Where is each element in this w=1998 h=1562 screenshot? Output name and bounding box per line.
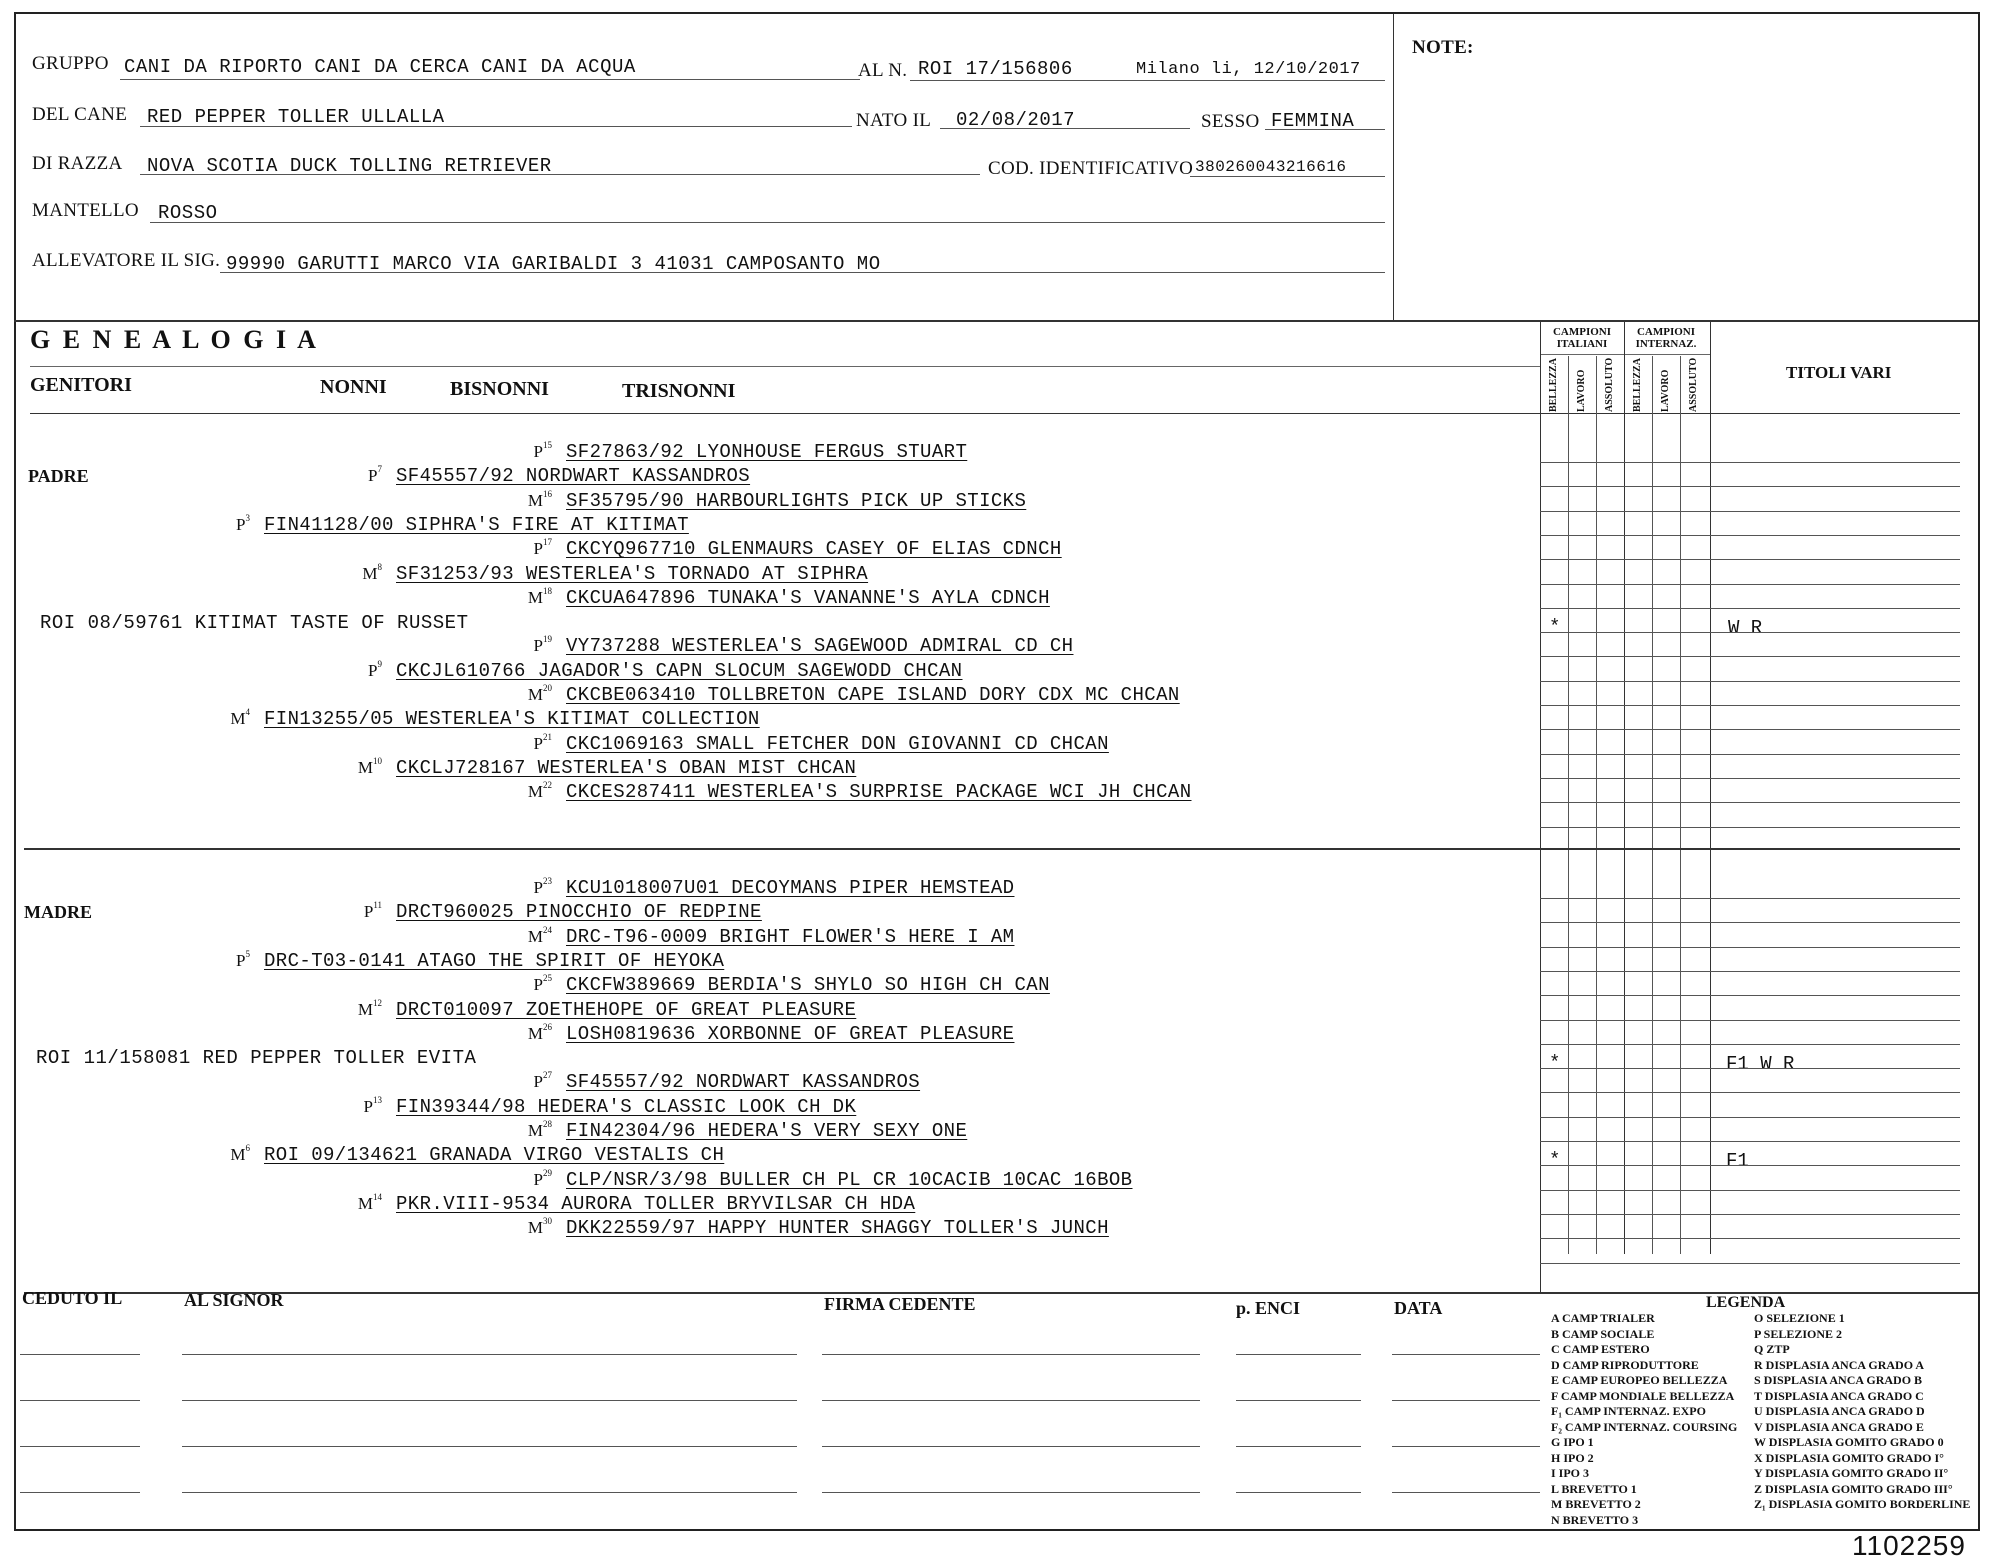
serial-number: 1102259	[1852, 1530, 1966, 1561]
al-n-value: ROI 17/156806	[918, 58, 1073, 80]
ancestor-entry	[342, 659, 963, 683]
legend-item: B CAMP SOCIALE	[1551, 1326, 1655, 1341]
ancestor-entry	[342, 756, 856, 780]
grid-row-line	[1540, 1165, 1960, 1166]
legenda-title: LEGENDA	[1706, 1294, 1786, 1311]
campioni-internaz-header: CAMPIONI INTERNAZ.	[1635, 326, 1697, 350]
ancestor-name: FIN42304/96 HEDERA'S VERY SEXY ONE	[566, 1120, 968, 1142]
ancestor-name: ROI 09/134621 GRANADA VIRGO VESTALIS CH	[264, 1144, 725, 1167]
ancestor-name: VY737288 WESTERLEA'S SAGEWOOD ADMIRAL CD CH	[566, 635, 1074, 658]
ancestor-name: CKC1069163 SMALL FETCHER DON GIOVANNI CD CHCAN	[566, 732, 1109, 755]
ancestor-code: $M^{30}$	[527, 1216, 552, 1238]
grid-row-line	[1540, 1092, 1960, 1093]
legend-item: L BREVETTO 1	[1551, 1481, 1637, 1496]
signature-line	[1392, 1492, 1540, 1493]
ancestor-entry	[512, 780, 1192, 804]
del-cane-value: RED PEPPER TOLLER ULLALLA	[147, 106, 445, 128]
legend-item: G IPO 1	[1551, 1435, 1594, 1449]
ancestor-entry	[512, 440, 967, 464]
ancestor-name: SF31253/93 WESTERLEA'S TORNADO AT SIPHRA	[396, 562, 869, 585]
grid-row-line	[1540, 1068, 1960, 1069]
grid-row-line	[1540, 1044, 1960, 1045]
signature-line	[1392, 1354, 1540, 1355]
legend-item: Q ZTP	[1754, 1342, 1790, 1356]
signature-line	[20, 1492, 140, 1493]
legend-item: A CAMP TRIALER	[1551, 1311, 1655, 1325]
ancestor-entry	[512, 1216, 1109, 1240]
legend-item: R DISPLASIA ANCA GRADO A	[1754, 1357, 1925, 1372]
ancestor-entry	[512, 1022, 1014, 1046]
gruppo-value: CANI DA RIPORTO CANI DA CERCA CANI DA ACQUA	[124, 56, 636, 78]
ancestor-code: $M^{26}$	[527, 1021, 552, 1043]
ancestor-name: SF45557/92 NORDWART KASSANDROS	[566, 1071, 921, 1094]
legend-item: W DISPLASIA GOMITO GRADO 0	[1754, 1435, 1944, 1449]
ancestor-entry	[342, 464, 750, 488]
gruppo-label: GRUPPO	[32, 53, 109, 74]
ancestor-code: $P^{21}$	[533, 731, 552, 753]
signature-line	[182, 1354, 797, 1355]
ancestor-entry	[342, 998, 856, 1022]
ancestor-name: CKCFW389669 BERDIA'S SHYLO SO HIGH CH CAN	[566, 974, 1050, 997]
grid-row-line	[1540, 656, 1960, 657]
ancestor-entry	[210, 949, 724, 973]
razza-label: DI RAZZA	[32, 153, 123, 174]
signature-line	[20, 1354, 140, 1355]
note-label: NOTE:	[1412, 37, 1474, 58]
signature-line	[1392, 1446, 1540, 1447]
grid-row-line	[1540, 1020, 1960, 1021]
ancestor-name: CKCJL610766 JAGADOR'S CAPN SLOCUM SAGEWODD CHCAN	[396, 659, 963, 682]
razza-value: NOVA SCOTIA DUCK TOLLING RETRIEVER	[147, 155, 552, 177]
ancestor-entry	[210, 513, 689, 537]
ancestor-name: CKCYQ967710 GLENMAURS CASEY OF ELIAS CDNCH	[566, 538, 1062, 561]
ancestor-name: LOSH0819636 XORBONNE OF GREAT PLEASURE	[566, 1022, 1015, 1045]
col-trisnonni: TRISNONNI	[622, 380, 736, 402]
col-genitori: GENITORI	[30, 374, 132, 396]
grid-row-line	[1540, 1263, 1960, 1264]
col-bisnonni: BISNONNI	[450, 378, 549, 400]
ancestor-entry	[512, 634, 1073, 658]
mantello-value: ROSSO	[158, 202, 218, 224]
note-divider	[1393, 14, 1394, 320]
al-n-label: AL N.	[858, 60, 908, 81]
legend-item: S DISPLASIA ANCA GRADO B	[1754, 1373, 1923, 1387]
ancestor-entry	[512, 489, 1026, 513]
grid-row-line	[1540, 462, 1960, 463]
legend-item: F₁ CAMP INTERNAZ. EXPO	[1551, 1404, 1706, 1418]
grid-row-line	[1540, 947, 1960, 948]
ancestor-code: $P^{29}$	[533, 1167, 552, 1189]
genealogia-title: G E N E A L O G I A	[30, 325, 319, 354]
grid-row-line	[1540, 511, 1960, 512]
ancestor-name: PKR.VIII-9534 AURORA TOLLER BRYVILSAR CH HDA	[396, 1192, 916, 1215]
grid-row-line	[1540, 584, 1960, 585]
del-cane-label: DEL CANE	[32, 104, 128, 125]
ancestor-entry	[512, 973, 1050, 997]
ancestor-code: $M^{16}$	[527, 488, 552, 510]
ancestor-entry	[210, 1143, 724, 1167]
grid-row-line	[1540, 1141, 1960, 1142]
al-signor-label: AL SIGNOR	[184, 1290, 284, 1310]
ancestor-code: $P^{19}$	[533, 634, 552, 656]
grid-row-line	[1540, 1190, 1960, 1191]
ancestor-code: $P^{27}$	[533, 1070, 552, 1092]
grid-row-line	[1540, 827, 1960, 828]
sub-lavoro-it: LAVORO	[1576, 369, 1587, 412]
madre-titoli: F1 W R	[1726, 1053, 1795, 1075]
legend-item: U DISPLASIA ANCA GRADO D	[1754, 1404, 1925, 1418]
ancestor-code: $M^{12}$	[357, 997, 382, 1019]
grid-row-line	[1540, 632, 1960, 633]
legend-item: Z DISPLASIA GOMITO GRADO III°	[1754, 1481, 1953, 1496]
sesso-label: SESSO	[1201, 111, 1260, 132]
sub-bellezza-it: BELLEZZA	[1548, 358, 1559, 412]
grid-row-line	[1540, 995, 1960, 996]
ancestor-code: $P^{17}$	[533, 537, 552, 559]
signature-line	[182, 1446, 797, 1447]
ceduto-il-label: CEDUTO IL	[22, 1288, 123, 1308]
grid-row-line	[1540, 559, 1960, 560]
ancestor-code: $M^4$	[230, 707, 250, 729]
madre-label: MADRE	[24, 902, 92, 922]
legend-item: X DISPLASIA GOMITO GRADO I°	[1754, 1450, 1944, 1465]
ancestor-entry	[512, 537, 1062, 561]
grid-row-line	[1540, 778, 1960, 779]
grid-row-line	[1540, 1117, 1960, 1118]
legend-item: M BREVETTO 2	[1551, 1497, 1641, 1511]
grid-row-line	[1540, 898, 1960, 899]
signature-line	[1392, 1400, 1540, 1401]
legend-left-list	[1551, 1311, 1737, 1528]
allevatore-value: 99990 GARUTTI MARCO VIA GARIBALDI 3 41031 CAMPOSANTO MO	[226, 253, 881, 275]
ancestor-entry	[512, 732, 1109, 756]
legend-item: O SELEZIONE 1	[1754, 1311, 1845, 1325]
signature-line	[822, 1446, 1200, 1447]
signature-line	[822, 1400, 1200, 1401]
legend-item: F CAMP MONDIALE BELLEZZA	[1551, 1388, 1735, 1403]
ancestor-name: FIN41128/00 SIPHRA'S FIRE AT KITIMAT	[264, 513, 689, 536]
nato-value: 02/08/2017	[956, 109, 1076, 131]
ancestor-name: SF27863/92 LYONHOUSE FERGUS STUART	[566, 441, 968, 463]
titoli-vari-header: TITOLI VARI	[1786, 363, 1892, 382]
grid-row-line	[1540, 754, 1960, 755]
ancestor-entry	[512, 1070, 920, 1094]
cod-label: COD. IDENTIFICATIVO	[988, 158, 1194, 179]
ancestor-name: CKCLJ728167 WESTERLEA'S OBAN MIST CHCAN	[396, 756, 857, 779]
legend-item: F₂ CAMP INTERNAZ. COURSING	[1551, 1419, 1738, 1434]
data-label: DATA	[1394, 1298, 1443, 1318]
legend-item: I IPO 3	[1551, 1466, 1590, 1480]
legend-item: Z₁ DISPLASIA GOMITO BORDERLINE	[1754, 1497, 1971, 1511]
legend-right-list	[1754, 1311, 1970, 1513]
grid-row-line	[1540, 1238, 1960, 1239]
signature-line	[822, 1354, 1200, 1355]
legend-item: C CAMP ESTERO	[1551, 1342, 1650, 1356]
ancestor-name: SF35795/90 HARBOURLIGHTS PICK UP STICKS	[566, 489, 1027, 512]
signature-line	[1236, 1446, 1361, 1447]
col-nonni: NONNI	[320, 376, 387, 398]
ancestor-name: DRCT960025 PINOCCHIO OF REDPINE	[396, 901, 762, 924]
ancestor-entry	[512, 925, 1014, 949]
grid-row-line	[1540, 1214, 1960, 1215]
grid-row-line	[1540, 705, 1960, 706]
p-enci-label: p. ENCI	[1236, 1298, 1301, 1318]
cod-value: 380260043216616	[1195, 158, 1347, 176]
sesso-value: FEMMINA	[1271, 110, 1355, 132]
ancestor-entry	[512, 683, 1180, 707]
ancestor-name: DRC-T03-0141 ATAGO THE SPIRIT OF HEYOKA	[264, 949, 725, 972]
legend-item: V DISPLASIA ANCA GRADO E	[1754, 1419, 1924, 1434]
grid-row-line	[1540, 922, 1960, 923]
ancestor-code: $M^8$	[362, 561, 382, 583]
ancestor-entry	[512, 1168, 1133, 1192]
signature-line	[20, 1400, 140, 1401]
ancestor-entry	[512, 876, 1014, 900]
ancestor-name: CKCUA647896 TUNAKA'S VANANNE'S AYLA CDNCH	[566, 586, 1050, 609]
madre-star: *	[1549, 1052, 1561, 1074]
ancestor-entry	[342, 562, 868, 586]
ancestor-code: $P^7$	[368, 464, 382, 486]
ancestor-code: $P^5$	[236, 948, 250, 970]
ancestor-code: $M^{14}$	[357, 1191, 382, 1213]
signature-line	[1236, 1354, 1361, 1355]
signature-line	[1236, 1492, 1361, 1493]
legend-item: N BREVETTO 3	[1551, 1512, 1639, 1527]
signature-line	[182, 1400, 797, 1401]
ancestor-code: $M^{28}$	[527, 1119, 552, 1140]
grid-row-line	[1540, 681, 1960, 682]
ancestor-name: CLP/NSR/3/98 BULLER CH PL CR 10CACIB 10CAC 16BOB	[566, 1168, 1133, 1191]
sub-assoluto-it: ASSOLUTO	[1604, 357, 1615, 412]
ancestor-name: DKK22559/97 HAPPY HUNTER SHAGGY TOLLER'S JUNCH	[566, 1217, 1109, 1240]
grid-row-line	[1540, 802, 1960, 803]
legend-item: D CAMP RIPRODUTTORE	[1551, 1357, 1699, 1372]
signature-line	[182, 1492, 797, 1493]
ancestor-name: FIN39344/98 HEDERA'S CLASSIC LOOK CH DK	[396, 1095, 857, 1118]
ancestor-entry	[342, 1095, 856, 1119]
ancestor-entry	[342, 1192, 915, 1216]
ancestor-name: CKCBE063410 TOLLBRETON CAPE ISLAND DORY CDX MC CHCAN	[566, 684, 1180, 706]
ancestor-code: $P^3$	[236, 512, 250, 534]
ancestor-code: $M^{18}$	[527, 585, 552, 607]
ancestor-code: $P^{13}$	[363, 1094, 382, 1116]
mantello-label: MANTELLO	[32, 200, 139, 221]
ancestor-name: DRC-T96-0009 BRIGHT FLOWER'S HERE I AM	[566, 925, 1015, 948]
ancestor-code: $M^6$	[230, 1143, 250, 1165]
padre-titoli: W R	[1728, 617, 1763, 639]
sub-lavoro-int: LAVORO	[1660, 369, 1671, 412]
padre-label: PADRE	[28, 466, 89, 486]
ancestor-code: $P^9$	[368, 658, 382, 680]
ancestor-code: $M^{24}$	[527, 924, 552, 946]
m6-titoli: F1	[1726, 1150, 1749, 1172]
ancestor-code: $M^{20}$	[527, 683, 552, 704]
padre-name: ROI 08/59761 KITIMAT TASTE OF RUSSET	[40, 612, 469, 634]
m6-star: *	[1549, 1149, 1561, 1171]
grid-row-line	[1540, 971, 1960, 972]
legend-item: P SELEZIONE 2	[1754, 1326, 1843, 1341]
ancestor-code: $P^{25}$	[533, 973, 552, 995]
signature-line	[822, 1492, 1200, 1493]
grid-row-line	[1540, 729, 1960, 730]
campioni-italiani-header: CAMPIONI ITALIANI	[1552, 326, 1612, 350]
milano-date: Milano li, 12/10/2017	[1136, 60, 1361, 79]
header-bottom-rule	[14, 320, 1978, 322]
ancestor-name: CKCES287411 WESTERLEA'S SURPRISE PACKAGE WCI JH CHCAN	[566, 781, 1192, 804]
ancestor-entry	[512, 586, 1050, 610]
grid-row-line	[1540, 535, 1960, 536]
grid-row-line	[1540, 608, 1960, 609]
nato-label: NATO IL	[856, 110, 932, 131]
ancestor-name: DRCT010097 ZOETHEHOPE OF GREAT PLEASURE	[396, 998, 857, 1021]
grid-row-line	[1540, 486, 1960, 487]
document-frame	[14, 12, 1980, 1531]
legend-item: T DISPLASIA ANCA GRADO C	[1754, 1388, 1924, 1403]
signature-line	[1236, 1400, 1361, 1401]
ancestor-code: $M^{22}$	[527, 780, 552, 802]
signature-line	[20, 1446, 140, 1447]
ancestor-name: KCU1018007U01 DECOYMANS PIPER HEMSTEAD	[566, 877, 1015, 899]
ancestor-entry	[342, 900, 762, 924]
ancestor-entry	[210, 707, 760, 731]
sub-bellezza-int: BELLEZZA	[1632, 358, 1643, 412]
ancestor-code: $P^{15}$	[533, 440, 552, 461]
padre-star: *	[1549, 616, 1561, 638]
sub-assoluto-int: ASSOLUTO	[1688, 357, 1699, 412]
legend-item: H IPO 2	[1551, 1450, 1594, 1465]
legend-item: E CAMP EUROPEO BELLEZZA	[1551, 1373, 1728, 1387]
firma-cedente-label: FIRMA CEDENTE	[824, 1294, 976, 1314]
ancestor-entry	[512, 1119, 967, 1143]
allevatore-label: ALLEVATORE IL SIG.	[32, 250, 221, 271]
legend-item: Y DISPLASIA GOMITO GRADO II°	[1754, 1466, 1949, 1480]
ancestor-code: $P^{23}$	[533, 876, 552, 897]
ancestor-name: SF45557/92 NORDWART KASSANDROS	[396, 465, 751, 488]
ancestor-code: $P^{11}$	[363, 900, 382, 922]
ancestor-code: $M^{10}$	[357, 755, 382, 777]
madre-name: ROI 11/158081 RED PEPPER TOLLER EVITA	[36, 1047, 477, 1069]
ancestor-name: FIN13255/05 WESTERLEA'S KITIMAT COLLECTION	[264, 708, 760, 731]
